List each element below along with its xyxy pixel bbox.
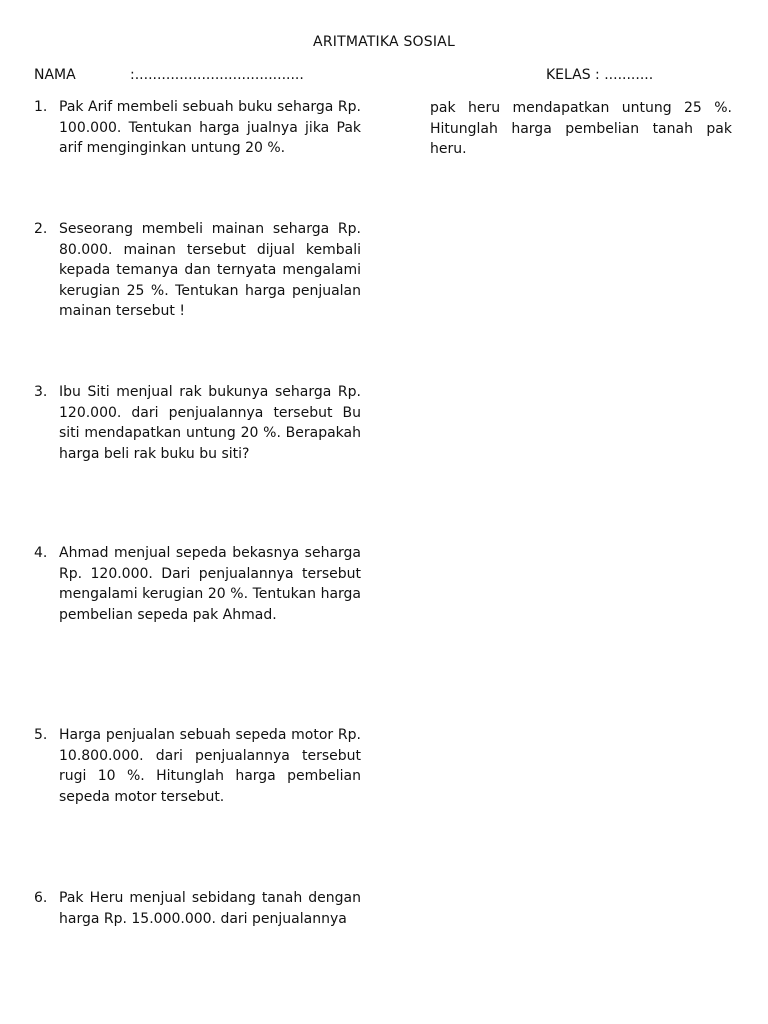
- question-number: 3.: [34, 384, 48, 400]
- question-number: 1.: [34, 99, 48, 115]
- question-number: 6.: [34, 890, 48, 906]
- question-number: 4.: [34, 545, 48, 561]
- question-2: [34, 219, 361, 322]
- question-4: [34, 543, 361, 625]
- question-3: [34, 382, 361, 464]
- nama-blank: :......................................: [130, 67, 304, 83]
- page-title: ARITMATIKA SOSIAL: [313, 34, 455, 50]
- question-text: Pak Arif membeli sebuah buku seharga Rp. 100.000. Tentukan harga jualnya jika Pak arif menginginkan untung 20 %.: [59, 99, 361, 156]
- question-text: Seseorang membeli mainan seharga Rp. 80.000. mainan tersebut dijual kembali kepada temanya dan ternyata mengalami kerugian 25 %. Tentukan harga penjualan mainan tersebut !: [59, 221, 361, 319]
- kelas-field: KELAS : ...........: [546, 67, 654, 83]
- question-number: 5.: [34, 727, 48, 743]
- question-6: [34, 888, 361, 929]
- questions-right-column: [430, 98, 732, 160]
- question-5: [34, 725, 361, 807]
- question-6-continuation: pak heru mendapatkan untung 25 %. Hitunglah harga pembelian tanah pak heru.: [430, 100, 732, 157]
- nama-label: NAMA: [34, 67, 76, 83]
- question-text: Ahmad menjual sepeda bekasnya seharga Rp. 120.000. Dari penjualannya tersebut mengalami kerugian 20 %. Tentukan harga pembelian sepeda pak Ahmad.: [59, 545, 361, 623]
- question-number: 2.: [34, 221, 48, 237]
- question-text: Harga penjualan sebuah sepeda motor Rp. 10.800.000. dari penjualannya tersebut rugi 10 %. Hitunglah harga pembelian sepeda motor tersebut.: [59, 727, 361, 805]
- question-text: Pak Heru menjual sebidang tanah dengan harga Rp. 15.000.000. dari penjualannya: [59, 890, 361, 927]
- question-text: Ibu Siti menjual rak bukunya seharga Rp. 120.000. dari penjualannya tersebut Bu siti mendapatkan untung 20 %. Berapakah harga beli rak buku bu siti?: [59, 384, 361, 462]
- question-1: [34, 97, 361, 159]
- nama-field: [34, 67, 304, 83]
